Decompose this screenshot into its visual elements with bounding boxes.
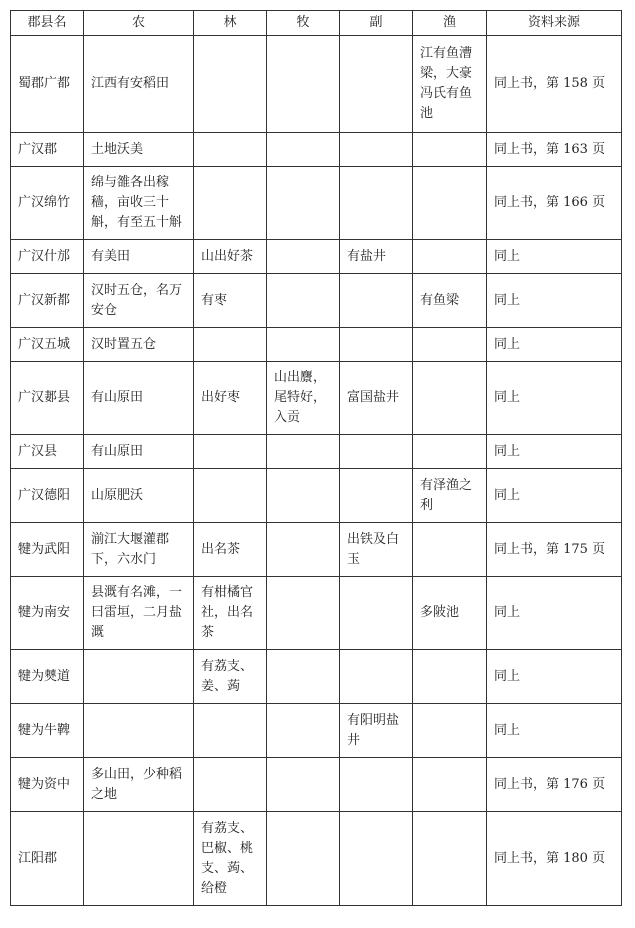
cell-side bbox=[340, 167, 413, 240]
cell-name: 犍为资中 bbox=[11, 758, 84, 812]
cell-forest bbox=[194, 36, 267, 133]
cell-source: 同上 bbox=[487, 240, 622, 274]
cell-forest: 有枣 bbox=[194, 274, 267, 328]
cell-forest bbox=[194, 758, 267, 812]
table-row bbox=[11, 435, 622, 469]
cell-name: 犍为僰道 bbox=[11, 650, 84, 704]
cell-fish bbox=[413, 812, 487, 906]
table-row bbox=[11, 523, 622, 577]
cell-forest: 有荔支、姜、蒟 bbox=[194, 650, 267, 704]
cell-herd bbox=[267, 240, 340, 274]
cell-side bbox=[340, 328, 413, 362]
cell-agri: 汉时五仓，名万安仓 bbox=[84, 274, 194, 328]
cell-fish bbox=[413, 328, 487, 362]
cell-forest bbox=[194, 435, 267, 469]
cell-side: 有盐井 bbox=[340, 240, 413, 274]
cell-side bbox=[340, 650, 413, 704]
cell-name: 广汉五城 bbox=[11, 328, 84, 362]
cell-forest: 有柑橘官社，出名茶 bbox=[194, 577, 267, 650]
cell-herd: 山出麖，尾特好，入贡 bbox=[267, 362, 340, 435]
cell-name: 广汉什邡 bbox=[11, 240, 84, 274]
cell-side: 富国盐井 bbox=[340, 362, 413, 435]
table-row bbox=[11, 812, 622, 906]
cell-name: 广汉郡 bbox=[11, 133, 84, 167]
cell-herd bbox=[267, 812, 340, 906]
cell-name: 广汉县 bbox=[11, 435, 84, 469]
cell-forest: 有荔支、巴椒、桃支、蒟、给橙 bbox=[194, 812, 267, 906]
cell-name: 广汉德阳 bbox=[11, 469, 84, 523]
cell-source: 同上 bbox=[487, 469, 622, 523]
cell-herd bbox=[267, 758, 340, 812]
header-cell: 林 bbox=[194, 11, 267, 36]
table-row bbox=[11, 577, 622, 650]
cell-agri bbox=[84, 704, 194, 758]
cell-side bbox=[340, 812, 413, 906]
cell-herd bbox=[267, 435, 340, 469]
cell-fish bbox=[413, 167, 487, 240]
cell-forest: 山出好茶 bbox=[194, 240, 267, 274]
header-cell: 资料来源 bbox=[487, 11, 622, 36]
cell-herd bbox=[267, 328, 340, 362]
header-cell: 牧 bbox=[267, 11, 340, 36]
cell-agri: 县溉有名滩，一曰雷垣，二月盐溉 bbox=[84, 577, 194, 650]
cell-side bbox=[340, 36, 413, 133]
cell-side bbox=[340, 274, 413, 328]
cell-side bbox=[340, 435, 413, 469]
cell-forest bbox=[194, 328, 267, 362]
cell-source: 同上 bbox=[487, 328, 622, 362]
cell-herd bbox=[267, 577, 340, 650]
cell-agri: 有美田 bbox=[84, 240, 194, 274]
cell-fish bbox=[413, 758, 487, 812]
cell-side: 有阳明盐井 bbox=[340, 704, 413, 758]
cell-fish bbox=[413, 650, 487, 704]
table-row bbox=[11, 240, 622, 274]
cell-herd bbox=[267, 133, 340, 167]
cell-fish bbox=[413, 240, 487, 274]
cell-source: 同上 bbox=[487, 704, 622, 758]
table-row bbox=[11, 36, 622, 133]
table-row bbox=[11, 133, 622, 167]
cell-name: 蜀郡广都 bbox=[11, 36, 84, 133]
cell-forest: 出好枣 bbox=[194, 362, 267, 435]
cell-forest bbox=[194, 133, 267, 167]
cell-source: 同上书，第 180 页 bbox=[487, 812, 622, 906]
cell-herd bbox=[267, 650, 340, 704]
header-row bbox=[11, 11, 622, 36]
cell-agri: 湔江大堰灌郡下，六水门 bbox=[84, 523, 194, 577]
cell-agri: 绵与雒各出稼穑，亩收三十斛，有至五十斛 bbox=[84, 167, 194, 240]
cell-agri: 有山原田 bbox=[84, 362, 194, 435]
header-cell: 郡县名 bbox=[11, 11, 84, 36]
cell-source: 同上书，第 158 页 bbox=[487, 36, 622, 133]
header-cell: 渔 bbox=[413, 11, 487, 36]
cell-side bbox=[340, 469, 413, 523]
cell-fish: 江有鱼漕梁，大豪冯氏有鱼池 bbox=[413, 36, 487, 133]
cell-agri: 汉时置五仓 bbox=[84, 328, 194, 362]
cell-source: 同上 bbox=[487, 362, 622, 435]
cell-herd bbox=[267, 704, 340, 758]
cell-name: 广汉郪县 bbox=[11, 362, 84, 435]
cell-fish bbox=[413, 523, 487, 577]
cell-source: 同上书，第 166 页 bbox=[487, 167, 622, 240]
table-row bbox=[11, 328, 622, 362]
data-table bbox=[10, 10, 622, 906]
cell-herd bbox=[267, 523, 340, 577]
table-row bbox=[11, 274, 622, 328]
cell-name: 江阳郡 bbox=[11, 812, 84, 906]
cell-name: 犍为南安 bbox=[11, 577, 84, 650]
cell-source: 同上书，第 176 页 bbox=[487, 758, 622, 812]
cell-agri bbox=[84, 650, 194, 704]
cell-agri: 多山田，少种稻之地 bbox=[84, 758, 194, 812]
cell-forest bbox=[194, 167, 267, 240]
table-row bbox=[11, 704, 622, 758]
cell-fish: 有鱼梁 bbox=[413, 274, 487, 328]
cell-source: 同上 bbox=[487, 650, 622, 704]
table-row bbox=[11, 469, 622, 523]
cell-fish: 多陂池 bbox=[413, 577, 487, 650]
table-row bbox=[11, 650, 622, 704]
cell-agri: 江西有安稻田 bbox=[84, 36, 194, 133]
cell-forest bbox=[194, 704, 267, 758]
cell-fish bbox=[413, 435, 487, 469]
cell-herd bbox=[267, 36, 340, 133]
header-cell: 农 bbox=[84, 11, 194, 36]
cell-herd bbox=[267, 469, 340, 523]
cell-name: 广汉绵竹 bbox=[11, 167, 84, 240]
cell-name: 广汉新都 bbox=[11, 274, 84, 328]
cell-herd bbox=[267, 167, 340, 240]
cell-agri bbox=[84, 812, 194, 906]
header-cell: 副 bbox=[340, 11, 413, 36]
table-row bbox=[11, 758, 622, 812]
cell-side: 出铁及白玉 bbox=[340, 523, 413, 577]
cell-agri: 土地沃美 bbox=[84, 133, 194, 167]
cell-fish bbox=[413, 362, 487, 435]
cell-forest: 出名茶 bbox=[194, 523, 267, 577]
cell-side bbox=[340, 133, 413, 167]
cell-source: 同上 bbox=[487, 435, 622, 469]
cell-herd bbox=[267, 274, 340, 328]
cell-source: 同上 bbox=[487, 577, 622, 650]
table-row bbox=[11, 167, 622, 240]
cell-source: 同上书，第 163 页 bbox=[487, 133, 622, 167]
cell-agri: 山原肥沃 bbox=[84, 469, 194, 523]
cell-fish bbox=[413, 133, 487, 167]
cell-side bbox=[340, 758, 413, 812]
cell-fish: 有泽渔之利 bbox=[413, 469, 487, 523]
cell-name: 犍为武阳 bbox=[11, 523, 84, 577]
table-row bbox=[11, 362, 622, 435]
cell-source: 同上 bbox=[487, 274, 622, 328]
cell-forest bbox=[194, 469, 267, 523]
cell-side bbox=[340, 577, 413, 650]
cell-source: 同上书，第 175 页 bbox=[487, 523, 622, 577]
cell-fish bbox=[413, 704, 487, 758]
cell-name: 犍为牛鞞 bbox=[11, 704, 84, 758]
cell-agri: 有山原田 bbox=[84, 435, 194, 469]
